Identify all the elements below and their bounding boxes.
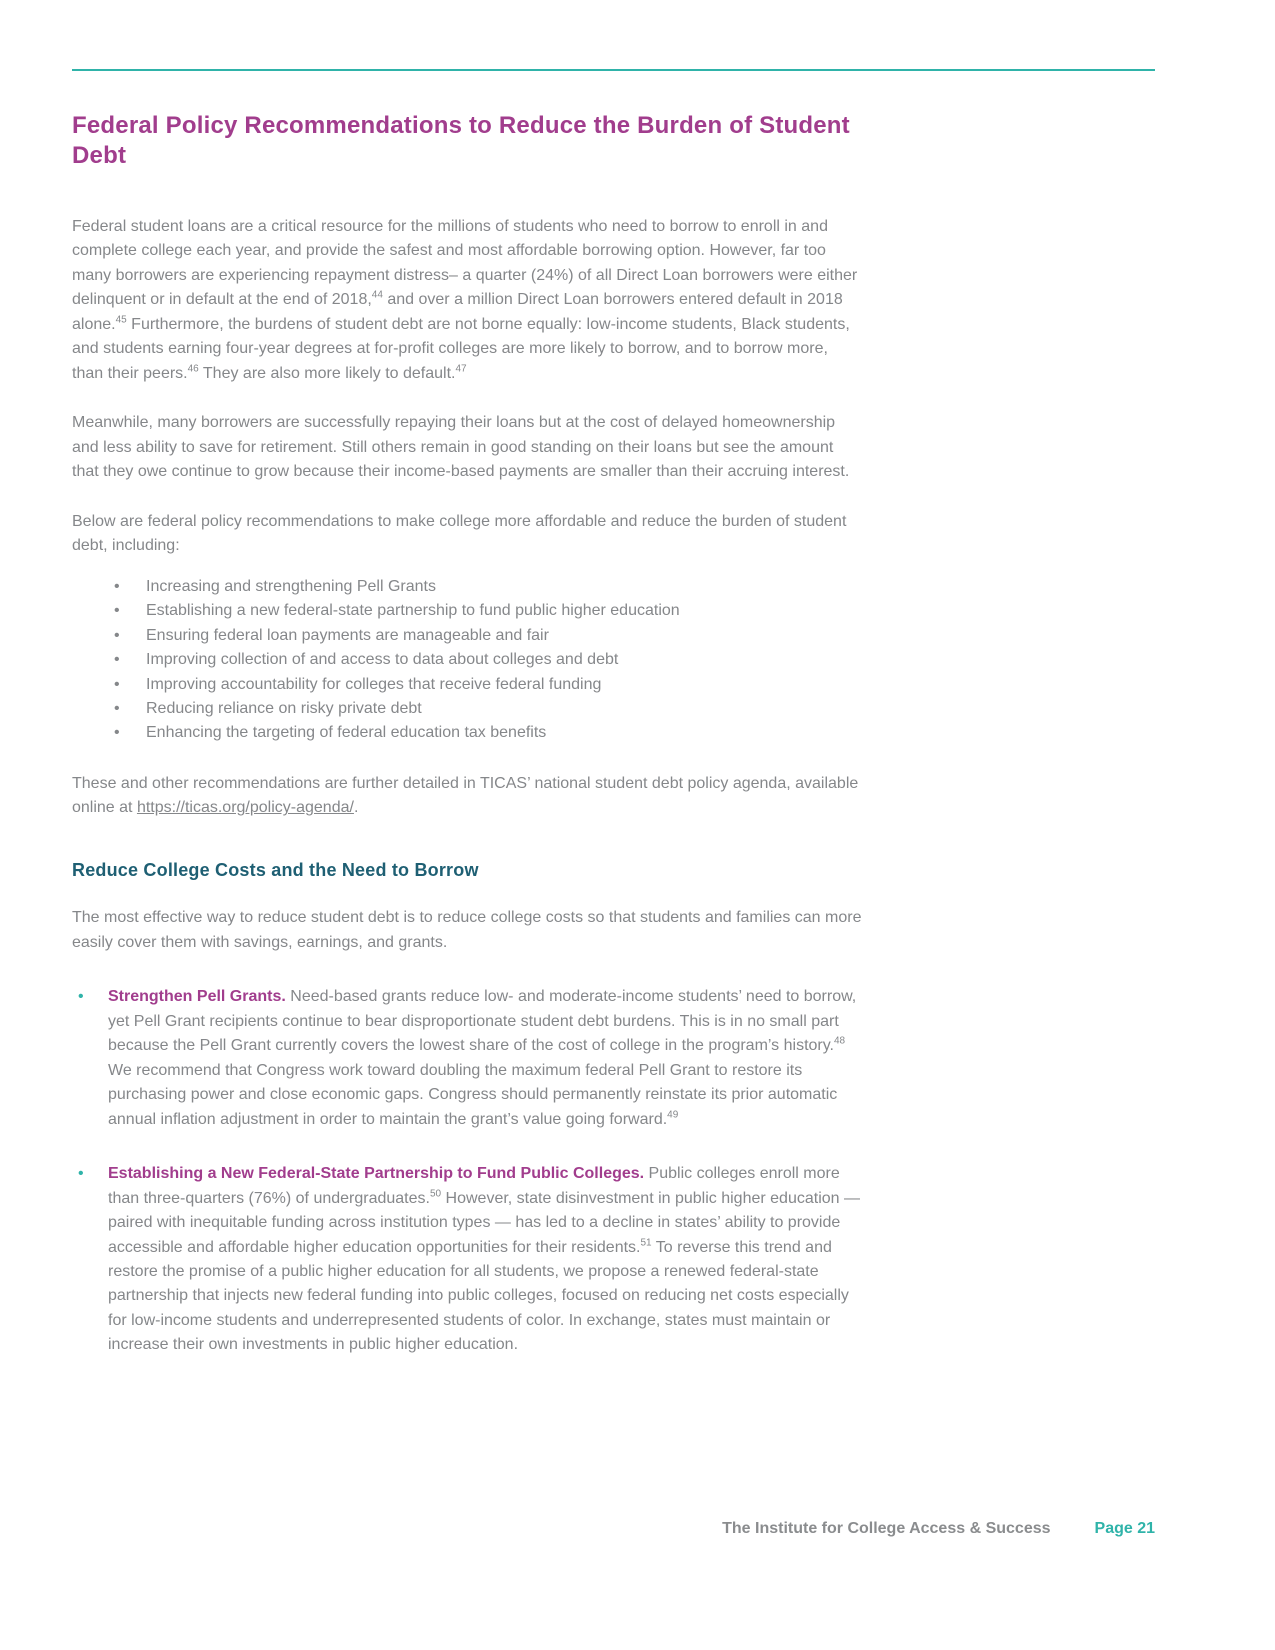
text-segment: However, state disinvestment in public higher education — paired with inequitable funding across institution types — has led to a decline in states’ ability to provide accessible and affordable higher education opportunities for their residents. — [108, 1189, 860, 1256]
page-footer — [722, 1520, 1155, 1538]
policy-bullet-list — [112, 575, 862, 746]
text-segment: These and other recommendations are further detailed in TICAS’ national student debt policy agenda, available online at — [72, 774, 859, 817]
policy-agenda-link[interactable]: https://ticas.org/policy-agenda/ — [136, 799, 354, 817]
footnote-reference: 49 — [667, 1109, 679, 1121]
section-title-reduce-costs: Reduce College Costs and the Need to Borrow — [72, 859, 479, 880]
text-segment: Need-based grants reduce low- and moderate-income students’ need to borrow, yet Pell Grant recipients continue to bear disproportionate student debt burdens. This is in no small part because the Pell Grant currently covers the lowest share of the cost of college in the program’s history. — [108, 988, 857, 1055]
recommendation-item-federal-state-partnership — [72, 1162, 862, 1358]
footnote-reference: 48 — [834, 1035, 846, 1047]
policy-agenda-paragraph — [72, 772, 862, 821]
list-item: • Increasing and strengthening Pell Grants — [112, 575, 862, 599]
text-segment: Furthermore, the burdens of student debt are not borne equally: low-income students, Black students, and students earning four-year degrees at for-profit colleges are more likely to borrow, and to borrow more, than their peers. — [72, 315, 850, 382]
recommendation-item-pell-grants — [72, 985, 862, 1132]
recommendation-lead: Strengthen Pell Grants. — [108, 988, 286, 1006]
intro-paragraph-3 — [72, 510, 862, 559]
page-title: Federal Policy Recommendations to Reduce the Burden of Student Debt — [72, 112, 850, 169]
footer-org-name: The Institute for College Access & Success — [722, 1520, 1051, 1537]
text-segment: Meanwhile, many borrowers are successfully repaying their loans but at the cost of delayed homeownership and less ability to save for retirement. Still others remain in good standing on their loans but see the amount that they owe continue to grow because their income-based payments are smaller than their accruing interest. — [72, 414, 850, 481]
footnote-reference: 44 — [371, 290, 383, 302]
intro-paragraph-2 — [72, 411, 862, 484]
text-segment: Federal student loans are a critical resource for the millions of students who need to borrow to enroll in and complete college each year, and provide the safest and most affordable borrowing option. However, far too many borrowers are experiencing repayment distress– a quarter (24%) of all Direct Loan borrowers were either delinquent or in default at the end of 2018, — [72, 218, 858, 309]
text-segment: To reverse this trend and restore the promise of a public higher education for all students, we propose a renewed federal-state partnership that injects new federal funding into public colleges, focused on reducing net costs especially for low-income students and underrepresented students of color. In exchange, states must maintain or increase their own investments in public higher education. — [108, 1238, 849, 1354]
list-item: • Enhancing the targeting of federal education tax benefits — [112, 721, 862, 745]
text-segment: . — [353, 799, 359, 817]
text-segment: and over a million Direct Loan borrowers entered default in 2018 alone. — [72, 291, 843, 333]
list-item: • Improving accountability for colleges that receive federal funding — [112, 673, 862, 697]
page-content — [72, 71, 862, 1388]
intro-paragraph-1 — [72, 215, 862, 386]
text-segment: Below are federal policy recommendations to make college more affordable and reduce the burden of student debt, including: — [72, 512, 847, 555]
footer-page-number: Page 21 — [1094, 1520, 1155, 1537]
footnote-reference: 45 — [115, 314, 127, 326]
section-intro-paragraph — [72, 906, 862, 955]
list-item: • Improving collection of and access to data about colleges and debt — [112, 648, 862, 672]
recommendations-list — [72, 985, 862, 1358]
footnote-reference: 46 — [187, 363, 199, 375]
list-item: • Ensuring federal loan payments are manageable and fair — [112, 624, 862, 648]
text-segment: We recommend that Congress work toward doubling the maximum federal Pell Grant to restore its purchasing power and close economic gaps. Congress should permanently reinstate its prior automatic annual inflation adjustment in order to maintain the grant’s value going forward. — [108, 1061, 838, 1128]
list-item: • Establishing a new federal-state partnership to fund public higher education — [112, 599, 862, 623]
recommendation-body — [108, 988, 856, 1127]
recommendation-lead: Establishing a New Federal-State Partnership to Fund Public Colleges. — [108, 1165, 645, 1183]
footnote-reference: 51 — [640, 1237, 652, 1249]
text-segment: They are also more likely to default. — [198, 364, 456, 382]
footnote-reference: 50 — [429, 1188, 442, 1200]
text-segment: The most effective way to reduce student debt is to reduce college costs so that students and families can more easily cover them with savings, earnings, and grants. — [72, 909, 862, 951]
recommendation-body — [108, 1165, 860, 1353]
text-segment: Public colleges enroll more than three-quarters (76%) of undergraduates. — [108, 1165, 840, 1207]
footnote-reference: 47 — [455, 363, 467, 375]
list-item: • Reducing reliance on risky private debt — [112, 697, 862, 721]
